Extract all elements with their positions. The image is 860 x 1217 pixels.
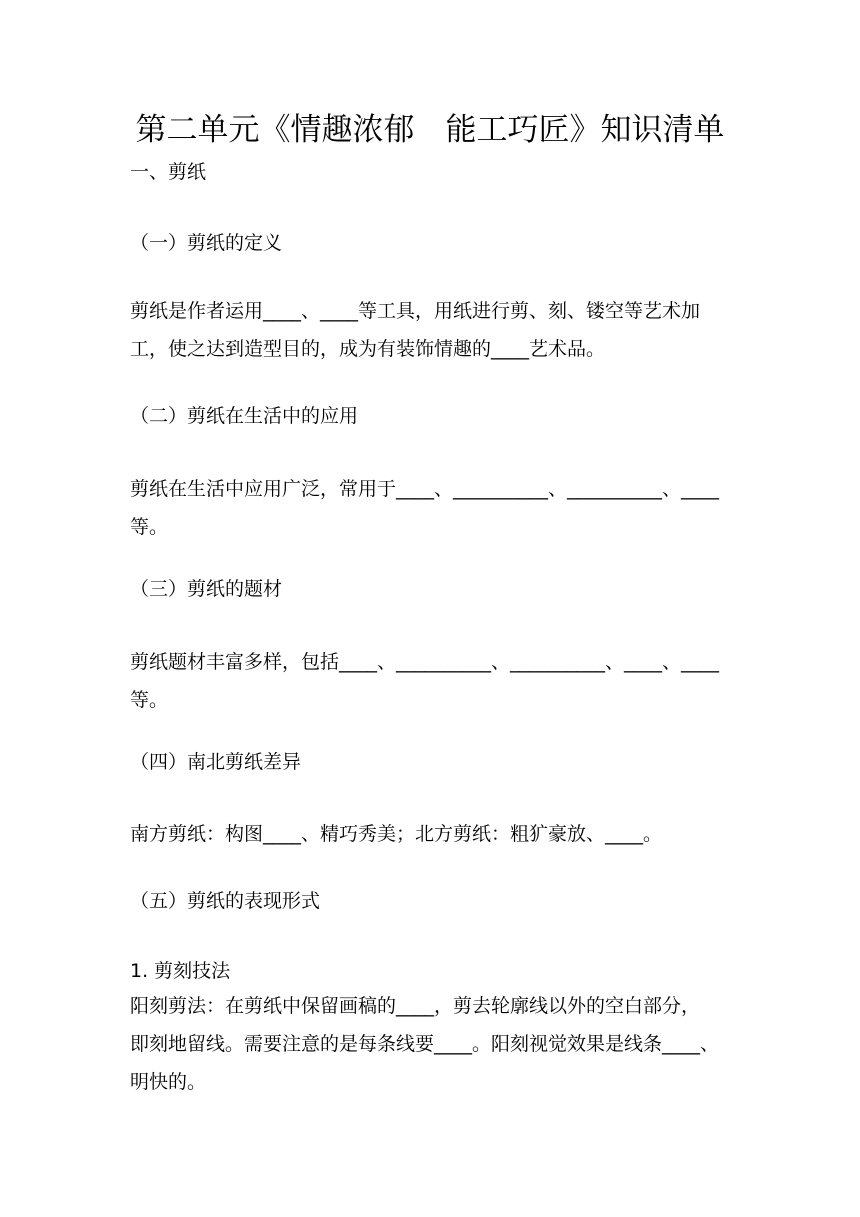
subheading-application: （二）剪纸在生活中的应用 [130,405,359,427]
paragraph-line: 工，使之达到造型目的，成为有装饰情趣的____艺术品。 [130,338,606,360]
paragraph-themes [130,643,734,719]
subheading-expression-forms: （五）剪纸的表现形式 [130,890,321,912]
paragraph-line: 等。 [130,516,169,538]
section-heading-paper-cutting: 一、剪纸 [130,161,207,183]
paragraph-line: 阳刻剪法：在剪纸中保留画稿的____，剪去轮廓线以外的空白部分， [130,995,701,1017]
paragraph-line: 南方剪纸：构图____、精巧秀美；北方剪纸：粗犷豪放、____。 [130,823,663,845]
paragraph-line: 等。 [130,689,169,711]
paragraph-line: 剪纸是作者运用____、____等工具，用纸进行剪、刻、镂空等艺术加 [130,300,701,322]
paragraph-line: 剪纸在生活中应用广泛，常用于____、__________、__________、____ [130,478,720,500]
paragraph-line: 明快的。 [130,1071,207,1093]
paragraph-line: 剪纸题材丰富多样，包括____、__________、__________、____、____ [130,651,720,673]
paragraph-north-south-difference [130,815,734,853]
document-title: 第二单元《情趣浓郁 能工巧匠》知识清单 [135,112,725,148]
paragraph-application [130,470,734,546]
paragraph-yang-cutting [130,987,734,1101]
paragraph-line: 即刻地留线。需要注意的是每条线要____。阳刻视觉效果是线条____、 [130,1033,720,1055]
subheading-definition: （一）剪纸的定义 [130,232,283,254]
subheading-cutting-technique: 1. 剪刻技法 [130,960,231,982]
subheading-north-south-difference: （四）南北剪纸差异 [130,751,302,773]
paragraph-definition [130,292,734,368]
subheading-themes: （三）剪纸的题材 [130,578,283,600]
